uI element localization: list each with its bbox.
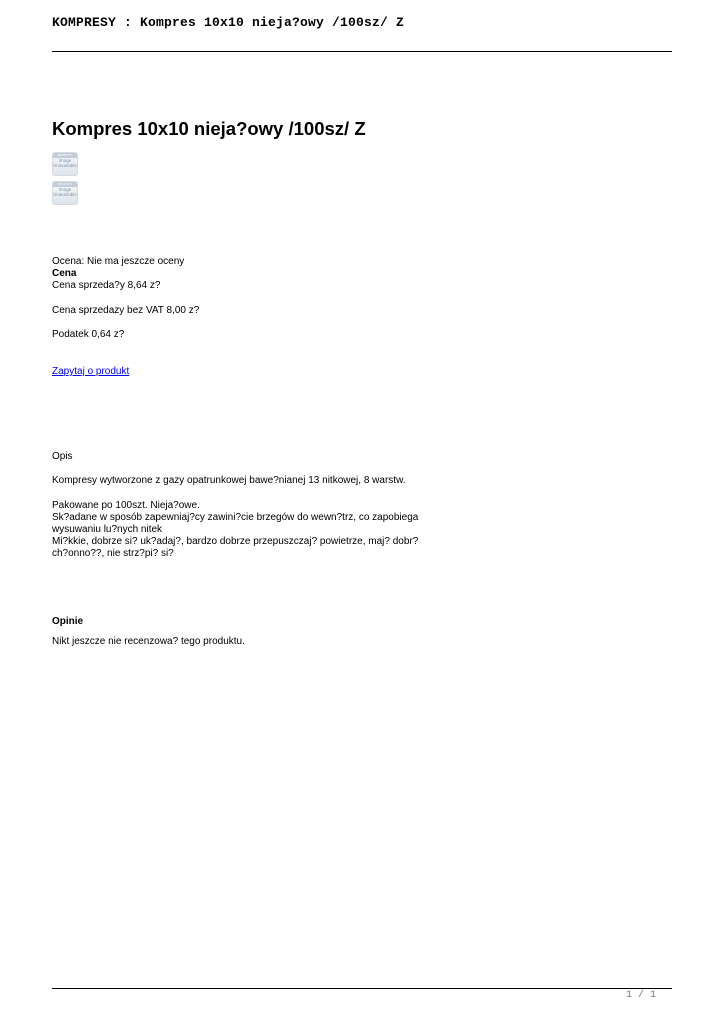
product-image-placeholder[interactable] [52,181,78,205]
description-heading: Opis [52,451,73,462]
ask-about-product-link[interactable]: Zapytaj o produkt [52,366,130,377]
net-price: Cena sprzedazy bez VAT 8,00 z? [52,305,200,316]
reviews-heading: Opinie [52,616,84,627]
placeholder-band: PRODUCT [53,153,77,158]
placeholder-text: Image [58,158,72,163]
product-image-placeholder[interactable] [52,152,78,176]
description-details [52,500,422,560]
description-paragraph: Kompresy wytworzone z gazy opatrunkowej bawe?nianej 13 nitkowej, 8 warstw. [52,475,406,486]
document-header-title: KOMPRESY : Kompres 10x10 nieja?owy /100sz/ Z [52,15,405,30]
price-heading: Cena [52,268,77,279]
placeholder-text: Image [58,187,72,192]
reviews-empty-text: Nikt jeszcze nie recenzowa? tego produktu. [52,636,245,647]
description-line: Pakowane po 100szt. Nieja?owe. [52,500,200,511]
product-title: Kompres 10x10 nieja?owy /100sz/ Z [52,118,366,139]
sale-price: Cena sprzeda?y 8,64 z? [52,280,161,291]
header-divider [52,51,672,52]
description-line: Mi?kkie, dobrze si? uk?adaj?, bardzo dobrze przepuszczaj? powietrze, maj? dobr? [52,536,419,547]
placeholder-band: PRODUCT [53,182,77,187]
description-line: wysuwaniu lu?nych nitek [52,524,163,535]
tax-amount: Podatek 0,64 z? [52,329,125,340]
description-line: ch?onno??, nie strz?pi? si? [52,548,174,559]
page-number: 1 / 1 [626,990,657,1001]
footer-divider [52,988,672,989]
description-line: Sk?adane w sposób zapewniaj?cy zawini?cie brzegów do wewn?trz, co zapobiega [52,512,419,523]
placeholder-text: Unavailable [53,163,77,168]
placeholder-text: Unavailable [53,192,77,197]
rating-text: Ocena: Nie ma jeszcze oceny [52,256,185,267]
